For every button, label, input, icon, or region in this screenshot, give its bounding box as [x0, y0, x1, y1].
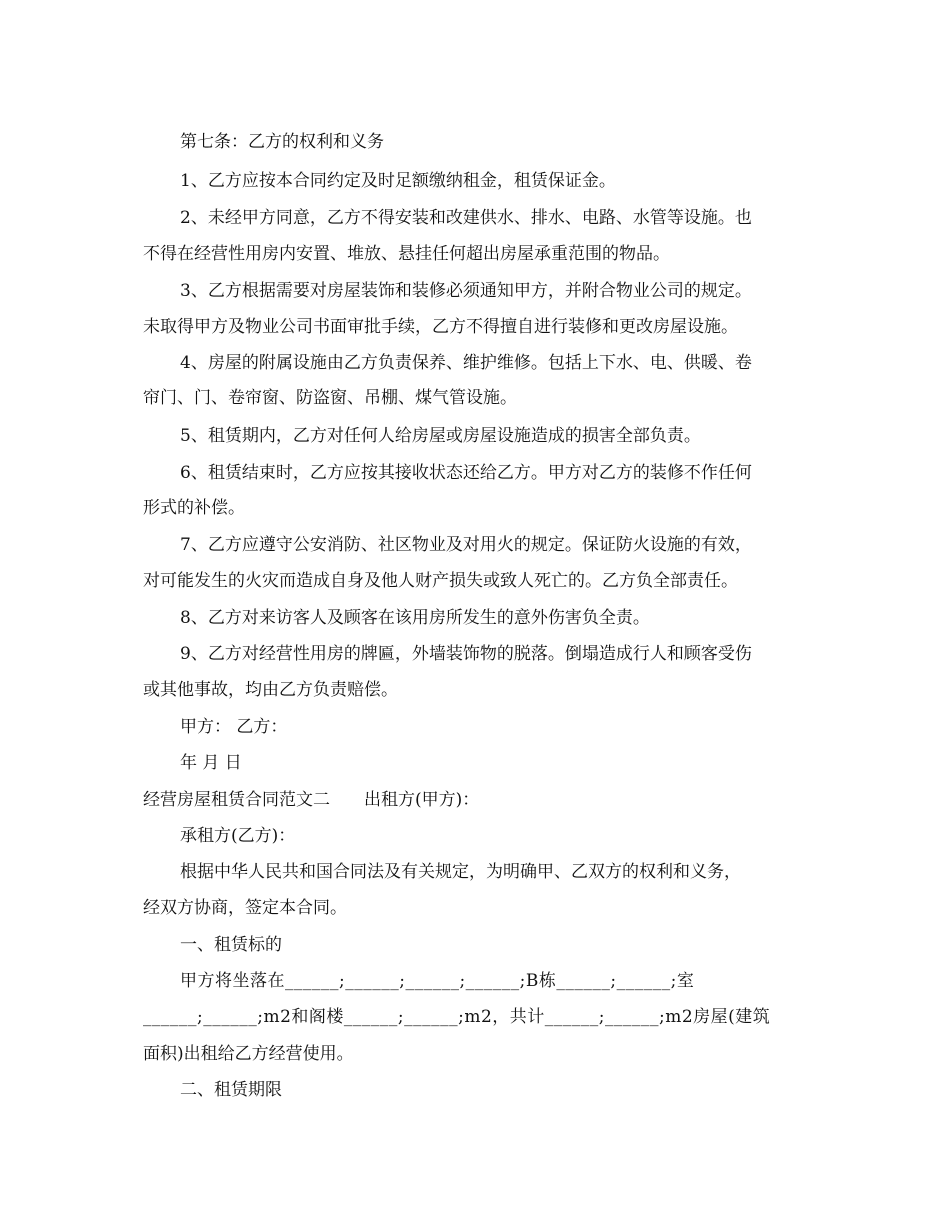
clause-6-line-1: 6、租赁结束时，乙方应按其接收状态还给乙方。甲方对乙方的装修不作任何 [180, 463, 752, 483]
clause-3-line-1: 3、乙方根据需要对房屋装饰和装修必须通知甲方，并附合物业公司的规定。 [180, 281, 752, 301]
clause-9-line-1: 9、乙方对经营性用房的牌匾，外墙装饰物的脱落。倒塌造成行人和顾客受伤 [180, 644, 752, 664]
signature-date: 年 月 日 [180, 753, 242, 773]
clause-4-line-1: 4、房屋的附属设施由乙方负责保养、维护维修。包括上下水、电、供暖、卷 [180, 353, 752, 373]
clause-4-line-2: 帘门、门、卷帘窗、防盗窗、吊棚、煤气管设施。 [143, 388, 517, 408]
signature-parties: 甲方： 乙方： [180, 717, 288, 737]
clause-9-line-2: 或其他事故，均由乙方负责赔偿。 [143, 680, 398, 700]
clause-3-line-2: 未取得甲方及物业公司书面审批手续，乙方不得擅自进行装修和更改房屋设施。 [143, 317, 738, 337]
contract-two-title: 经营房屋租赁合同范文二 出租方(甲方)： [143, 790, 480, 810]
section-two-heading: 二、租赁期限 [180, 1080, 282, 1100]
clause-5: 5、租赁期内，乙方对任何人给房屋或房屋设施造成的损害全部负责。 [180, 426, 701, 446]
lessee-label: 承租方(乙方)： [180, 826, 296, 846]
preamble-line-1: 根据中华人民共和国合同法及有关规定，为明确甲、乙双方的权利和义务， [180, 862, 741, 882]
clause-2-line-2: 不得在经营性用房内安置、堆放、悬挂任何超出房屋承重范围的物品。 [143, 244, 670, 264]
clause-1: 1、乙方应按本合同约定及时足额缴纳租金，租赁保证金。 [180, 171, 616, 191]
clause-8: 8、乙方对来访客人及顾客在该用房所发生的意外伤害负全责。 [180, 608, 650, 628]
lease-object-line-2: ______;______;m2和阁楼______;______;m2，共计______;______;m2房屋(建筑 [143, 1007, 771, 1027]
lease-object-line-1: 甲方将坐落在______;______;______;______;B栋______;______;室 [180, 971, 695, 991]
article-seven-heading: 第七条：乙方的权利和义务 [180, 132, 384, 152]
clause-2-line-1: 2、未经甲方同意，乙方不得安装和改建供水、排水、电路、水管等设施。也 [180, 208, 752, 228]
section-one-heading: 一、租赁标的 [180, 935, 282, 955]
clause-7-line-2: 对可能发生的火灾而造成自身及他人财产损失或致人死亡的。乙方负全部责任。 [143, 571, 738, 591]
lease-object-line-3: 面积)出租给乙方经营使用。 [143, 1044, 354, 1064]
preamble-line-2: 经双方协商，签定本合同。 [143, 898, 347, 918]
clause-7-line-1: 7、乙方应遵守公安消防、社区物业及对用火的规定。保证防火设施的有效， [180, 535, 752, 555]
clause-6-line-2: 形式的补偿。 [143, 498, 245, 518]
